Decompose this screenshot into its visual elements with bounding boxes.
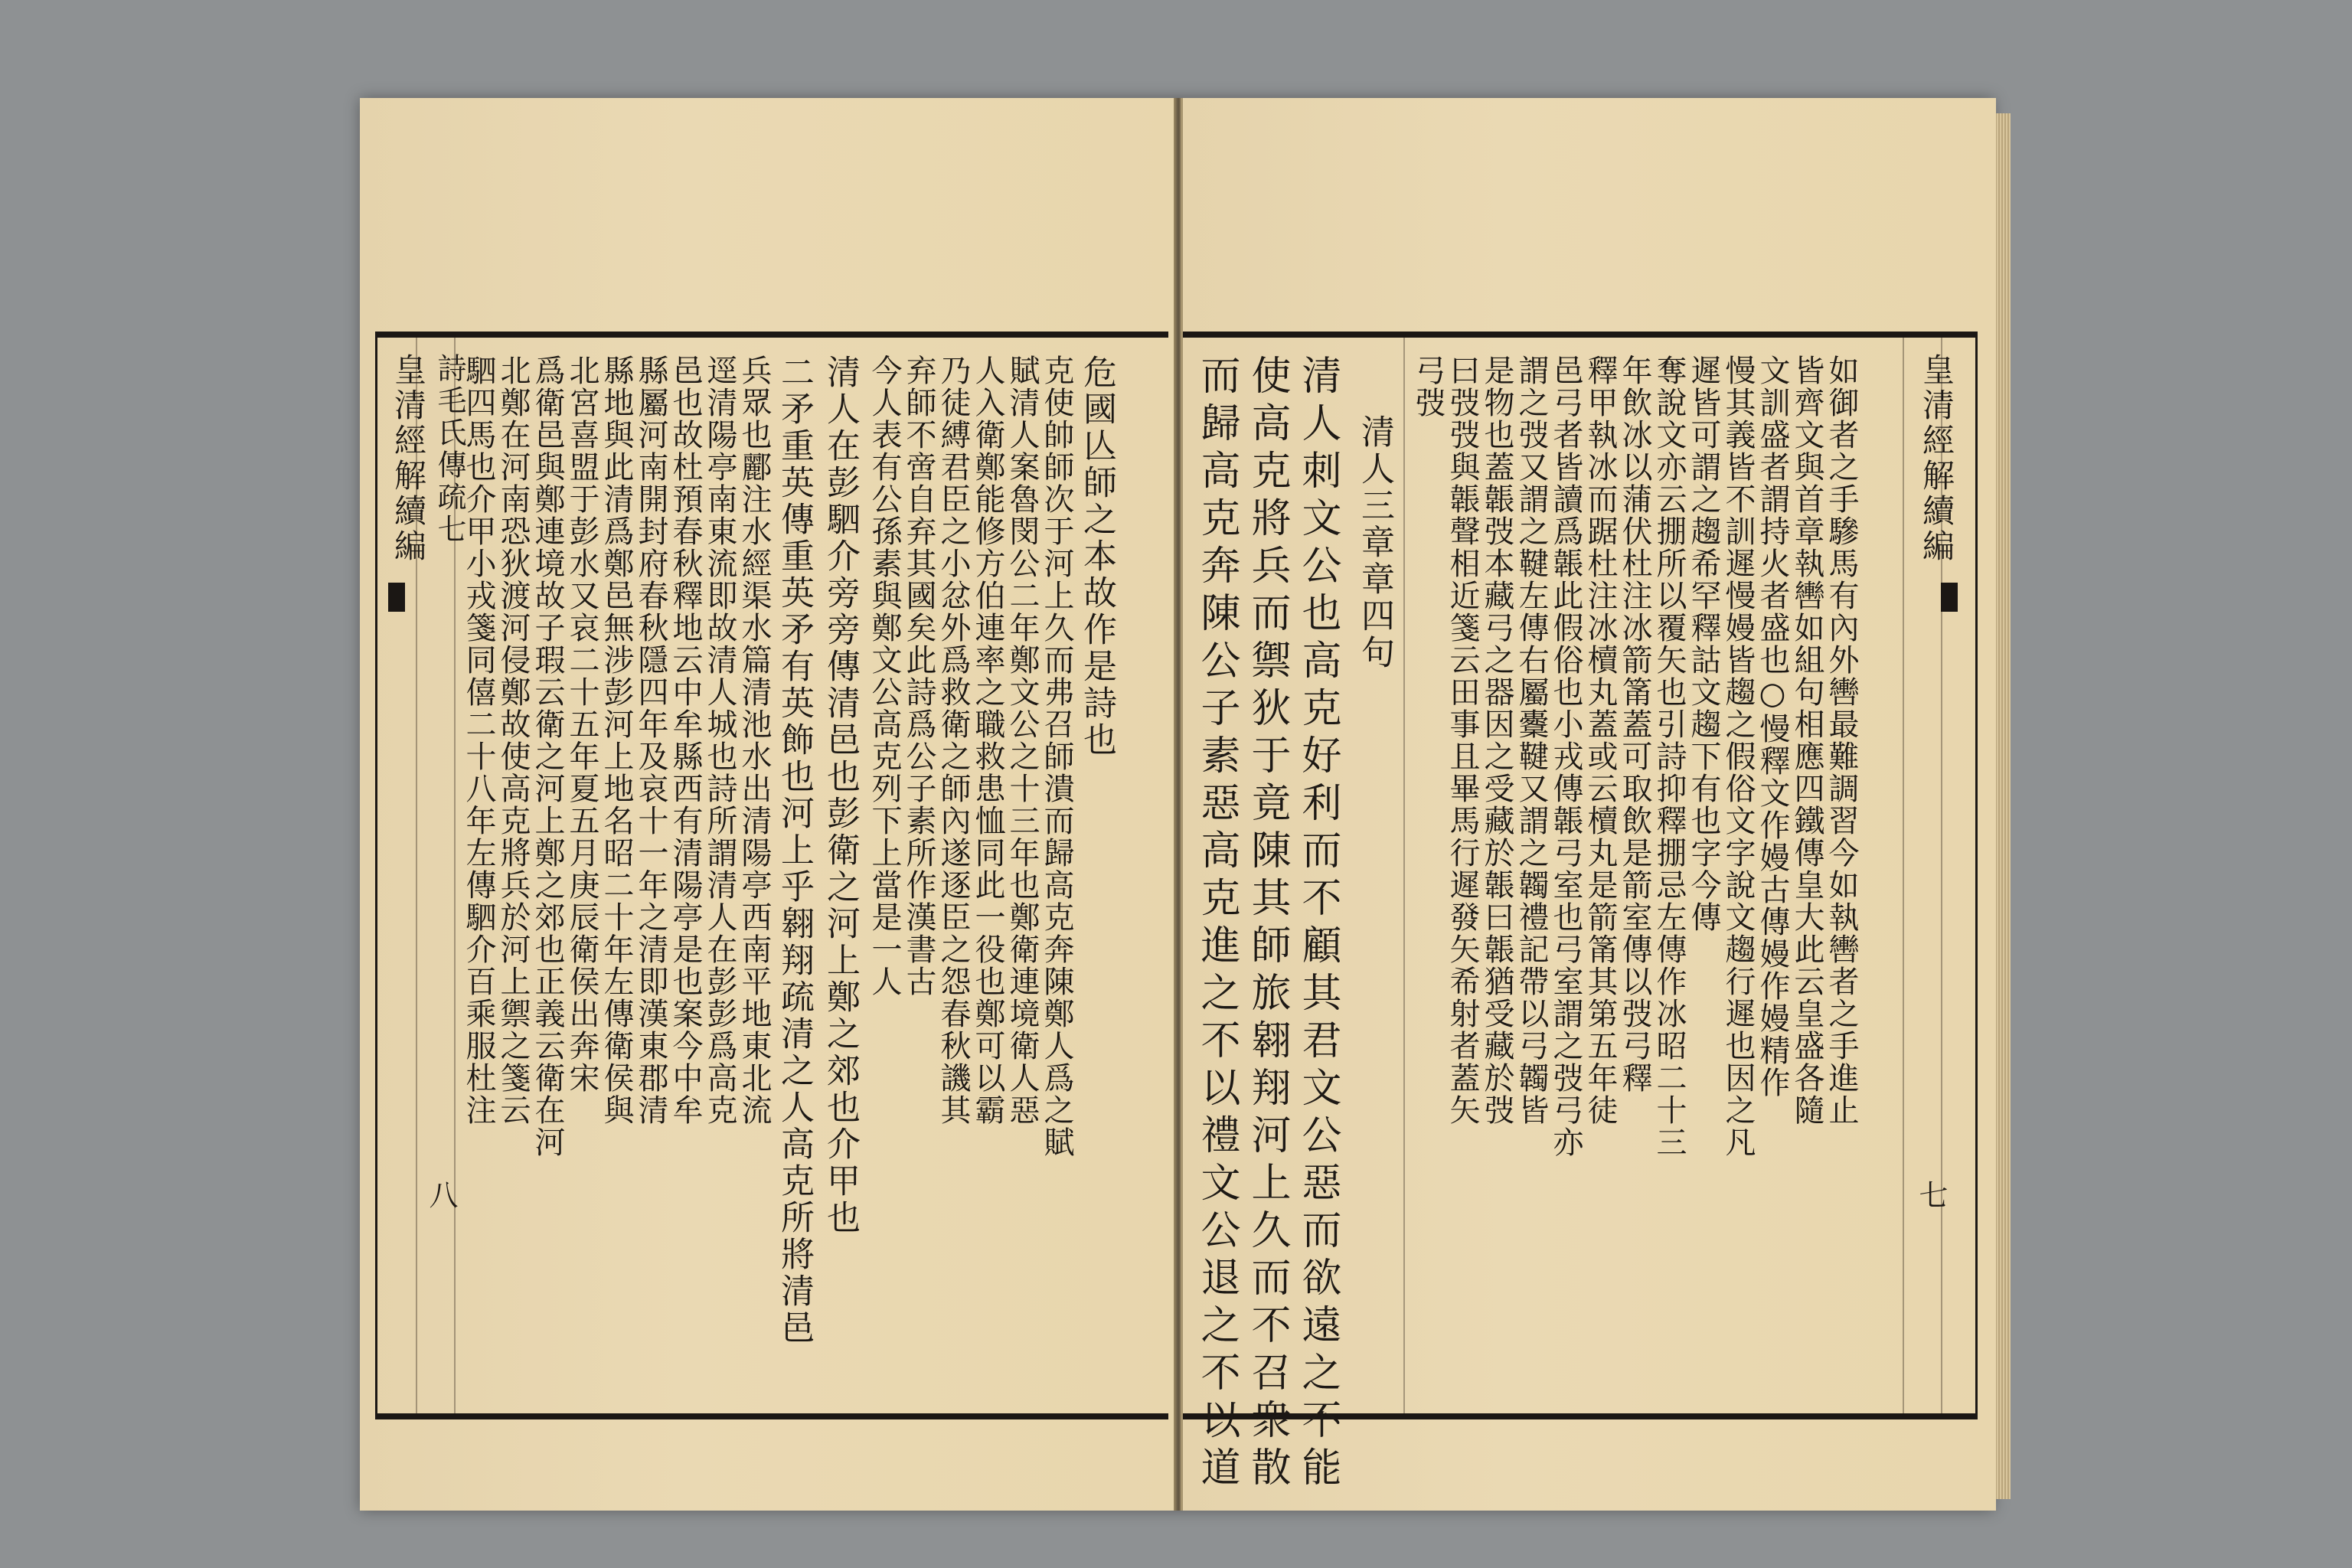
text-column: 北宮喜盟于彭水又哀二十五年夏五月庚辰衛侯出奔宋 [564, 354, 599, 1094]
commentary-column: 是物也蓋韔弢本藏弓之器因之受藏於韔曰韔猶受藏於弢 [1479, 354, 1514, 1126]
commentary-column: 遲皆可謂之趨希罕釋詁文趨下有也字今傳 [1686, 354, 1721, 933]
text-column: 逕清陽亭南東流即故清人城也詩所謂清人在彭彭爲高克 [702, 354, 737, 1126]
commentary-column: 年飲冰以蒲伏杜注冰箭筩蓋可取飲是箭室傳以弢弓釋 [1617, 354, 1652, 1094]
commentary-column: 奪說文亦云掤所以覆矢也引詩抑釋掤忌左傳作冰昭二十三 [1651, 354, 1687, 1158]
commentary-column: 乃徒縛君臣之小忿外爲救衛之師內遂逐臣之怨春秋譏其 [936, 354, 971, 1126]
commentary-column: 皆齊文與首章執轡如組句相應四鐵傳皇大此云皇盛各隨 [1789, 354, 1824, 1126]
right-page-number: 七 [1914, 1180, 1948, 1209]
commentary-column: 賦清人案魯閔公二年鄭文公之十三年也鄭衛連境衛人惡 [1004, 354, 1040, 1126]
left-page-header: 皇清經解續編 [390, 353, 427, 564]
commentary-column: 弓弢 [1410, 354, 1446, 419]
main-text-column: 清人刺文公也高克好利而不顧其君文公惡而欲遠之不能 [1295, 354, 1341, 1494]
column-rule [416, 338, 417, 1413]
open-book [360, 98, 1994, 1511]
commentary-column: 弃師不啻自弃其國矣此詩爲公子素所作漢書古 [901, 354, 936, 998]
column-rule [1403, 338, 1405, 1413]
commentary-column: 謂之弢又謂之鞬左傳右屬櫜鞬又謂之韣禮記帶以弓韣皆 [1514, 354, 1549, 1126]
main-text-column: 而歸高克奔陳公子素惡高克進之不以禮文公退之不以道 [1194, 354, 1240, 1494]
commentary-column: 曰弢弢與韔聲相近箋云田事且畢馬行遲發矢希射者蓋矢 [1445, 354, 1480, 1126]
commentary-column: 人入衛鄭能修方伯連率之職救患恤同此一役也鄭可以霸 [970, 354, 1005, 1126]
page-edges [1994, 113, 2011, 1499]
left-page [360, 98, 1178, 1511]
text-column: 兵眾也酈注水經渠水篇清池水出清陽亭西南平地東北流 [737, 354, 772, 1126]
main-text-column: 使高克將兵而禦狄于竟陳其師旅翱翔河上久而不召衆散 [1244, 354, 1290, 1494]
text-column: 危國亾師之本故作是詩也 [1077, 354, 1116, 759]
right-text-frame [1183, 332, 1978, 1494]
text-column: 北鄭在河南恐狄渡河侵鄭故使高克將兵於河上禦之箋云 [495, 354, 531, 1126]
commentary-column: 文訓盛者謂持火者盛也○慢釋文作嫚古傳嫚作嫚精作 [1755, 354, 1790, 1099]
commentary-column: 釋甲執冰而踞杜注冰櫝丸蓋或云櫝丸是箭筩其第五年徒 [1583, 354, 1618, 1126]
fold-mark [1941, 583, 1958, 612]
text-column: 爲衛邑與鄭連境故子瑕云衛之河上鄭之郊也正義云衛在河 [530, 354, 565, 1158]
left-page-source: 詩毛氏傳疏七 [433, 353, 466, 546]
commentary-column: 今人表有公孫素與鄭文公高克列下上當是一人 [867, 354, 902, 998]
column-rule [454, 338, 456, 1413]
text-column: 縣地與此清爲鄭邑無涉彭河上地名昭二十年左傳衛侯與 [599, 354, 634, 1126]
text-column: 駟四馬也介甲小戎箋同僖二十八年左傳駟介百乘服杜注 [461, 354, 496, 1126]
right-page-header: 皇清經解續編 [1918, 353, 1955, 564]
commentary-column: 如御者之手驂馬有內外轡最難調習今如執轡者之手進止 [1824, 354, 1859, 1126]
column-rule [1903, 338, 1904, 1413]
text-column: 邑也故杜預春秋釋地云中牟縣西有清陽亭是也案今中牟 [668, 354, 703, 1126]
chapter-count-column: 清人三章章四句 [1355, 414, 1394, 671]
text-column: 縣屬河南開封府春秋隱四年及哀十一年之清即漢東郡清 [633, 354, 668, 1126]
left-text-frame [375, 332, 1168, 1419]
commentary-column: 邑弓者皆讀爲韔此假俗也小戎傳韔弓室也弓室謂之弢弓亦 [1548, 354, 1583, 1158]
text-column: 清人在彭駟介旁旁傳清邑也彭衛之河上鄭之郊也介甲也 [821, 354, 860, 1236]
fold-mark [388, 583, 405, 612]
right-page [1181, 98, 1996, 1511]
commentary-column: 慢其義皆不訓遲慢嫚皆趨之假俗文字說文趨行遲也因之凡 [1720, 354, 1756, 1158]
text-column: 二矛重英傳重英矛有英飾也河上乎翱翔疏清之人高克所將清邑 [775, 354, 814, 1347]
commentary-column: 克使帥師次于河上久而弗召師潰而歸高克奔陳鄭人爲之賦 [1039, 354, 1074, 1158]
left-page-number: 八 [424, 1180, 458, 1209]
right-header-column [1906, 338, 1959, 1429]
